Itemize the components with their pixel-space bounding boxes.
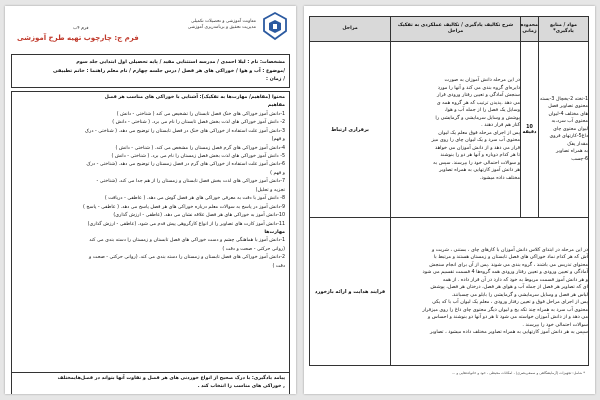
spec-line: / زمان :: [265, 76, 285, 83]
content-item: 1-دانش آموز خوراکی های خنک فصل تابستان را تشخیص می کند ( شناختی - دانش ): [116, 111, 285, 117]
left-page: [5, 6, 296, 394]
content-item: 7-دانش آموز خوراکی های لذت بخش فصل تابستان و زمستان را از هم جدا می کند. (شناختی -: [96, 179, 285, 185]
description-cell: در این مرحله دانش آموزان به صورت دایره‌ای گروه بندی می کند و آنها را مورد سنجش آمادگی و تعیین رفتار ورودی قرار می دهد .پدیدن ترتیب که هر گروه همه ی وسایل یک فصل را از جمله آب و هوا، پوشش و وسایل سرمایشی و گرمایشی را کنار هم قرار دهند . پس از اجرای مرحله فوق معلم یک لیوان محتوی آب سرد و یک لیوان چای را روی میز قرار می دهد و از دانش آموزان می خواهد تا هر کدام دوباره و آنها هر دو را بنوشند و سوالات احتمالی خود را بپرسند. سپس به هر دانش آموز کارتهایی به همراه تصاویر مختلف داده میشود.: [391, 42, 521, 218]
form-number: فرم ۴ب: [73, 26, 89, 31]
content-box: [11, 91, 290, 394]
content-heading: محتوا (مفاهیم/ مهارت‌ها به تفکیک): آشنایی با خوراکی های مناسب هر فصل: [104, 94, 285, 100]
form-header: [5, 6, 296, 54]
org-name: معاونت آموزشی و تحصیلات تکمیلی مدیریت تحقیق و برنامه‌ریزی آموزشی: [187, 19, 256, 30]
skill-item: 1-دانش آموز با هماهنگی چشم و دست خوراکی های فصل تابستان و زمستان را دسته بندی می کند: [89, 238, 285, 244]
table-row: [310, 218, 589, 366]
stage-cell: برقراری ارتباط: [310, 42, 391, 218]
learning-outcome: پیامد یادگیری: با درک صحیح از انواع خوردنی های هر فصل و تفاوت آنها بتواند در فصل‌هایمختلف , خوراکی های مناسب را انتخاب کند .: [12, 372, 289, 394]
content-item: 5- دانش آموز خوراکی های لذت بخش فصل زمستان را نام می برد. ( شناختی - دانش ): [111, 153, 285, 159]
content-item: 8- دانش آموز با دقت به معرفی خوراکی های هر فصل گوش می دهد. ( عاطفی - دریافت ): [104, 196, 285, 202]
description-cell: در این مرحله در ابتدای کلاس دانش آموزان با کارهای چای ، بستنی ، شربت و آش که هر کدام نماد خوراکی های فصل تابستان و زمستان هستند و مرتبط با محتوای تدریس می باشند ، گروه بندی می شوند .پس از آن برای انجام سنجش آمادگی و تعیین ورودی و تعیین رفتار ورودی همه گروه‌ها 4 قسمت تقسیم می شود و هر دانش آموز قسمت مربوط به خود که دارد در آن قرار داده . از همه ای که تصاویر هر فصل از جمله آب و هوای هر فصل، درختان هر فصل، پوشش لباس هر فصل و وسایل سرمایشی و گرمایشی را بابلو می چسبانند. پس از اجرای مراحل فوق و تعیین رفتار ورودی ، معلم یک لیوان آب با که یکی محتوی آب سرد به همراه چند تکه یخ و لیوان دیگر محتوی چای داغ را روی میزقرار می دهد و از دانش آموزان خواسته می شود تا هر دو آنها دو بنوشند و احساس و سوالات احتمالی خود را بپرسند . سپس به هر دانش آموز کارتهایی به همراه تصاویر مختلف داده میشود ، تصاویر: [391, 218, 589, 366]
concepts-heading: مفاهیم: [267, 103, 285, 109]
content-item: و فهم): [271, 137, 285, 143]
skill-item: 2-دانش آموز خوراکی های فصل تابستان و زمستان را دسته بندی می کند. (روانی حرکتی - صحت و: [89, 255, 285, 261]
skills-heading: مهارت‌ها: [264, 230, 285, 236]
description-header: شرح تکالیف یادگیری / تکالیف عملکردی به تفکیک مراحل: [391, 17, 521, 42]
spec-line: مشخصات: نام : لیلا احمدی / مدرسه استثنایی مفید / پایه تحصیلی اول ابتدایی جلد سوم: [76, 59, 285, 65]
lesson-plan-table: [309, 16, 589, 366]
content-item: و فهم ): [270, 170, 285, 176]
stage-header: مراحل: [310, 17, 391, 42]
time-cell: 10 دقیقه: [521, 42, 539, 218]
content-item: 11-دانش آموز کارت های تصاویر را از انواع کارگروهی پیش قدم می شود. (عاطفی - ارزش گذاری): [87, 221, 285, 227]
skill-item: (روانی حرکتی - صحت و دقت ): [222, 246, 285, 252]
content-item: 3-دانش آموز علت استفاده از خوراکی های خنک در فصل تابستان را توضیح می دهد. ( شناختی - درک: [84, 128, 285, 134]
content-item: 9-دانش آموز در پاسخ به سوالات معلم درباره خوراکی های هر فصل پاسخ می دهد. ( عاطفی - پاسخ ): [83, 204, 285, 210]
table-row: [310, 42, 589, 218]
materials-cell: 1-تخته 2-یخچال 3-بسته محتوی تصاویر فصل های مختلف 4-لیوان محتوی آب سرد،به لیوان محتوی چای داغ5-کارتهای فروی مقدار پفک به همراه تصاویر 6-چسب: [539, 42, 589, 218]
content-item: تجزیه و تحلیل): [255, 187, 285, 193]
form-title: فرم ج: چارچوب تهیه طرح آموزشی: [17, 34, 139, 42]
content-item: 2- دانش آموز خوراکی های لذت بخش فصل تابستان را نام می برد. ( شناختی - دانش ): [112, 120, 285, 126]
table-header-row: [310, 17, 589, 42]
specs-box: [11, 54, 290, 88]
skill-item: دقت ): [272, 263, 285, 269]
spec-line: /موضوع : آب و هوا / خوراکی های هر فصل / درس جلسه چهارم / نام معلم راهنما : خانم تطبیقی: [53, 67, 285, 74]
stage-cell: فرایند هدایت و ارائه بازخورد: [310, 218, 391, 366]
time-header: محدوده زمانی: [521, 17, 539, 42]
ministry-logo: [260, 11, 290, 41]
content-item: 10-دانش آموز به خوراکی های هر فصل علاقه نشان می دهد. (عاطفی - ارزش گذاری): [113, 213, 285, 219]
content-item: 6-دانش آموز علت استفاده از خوراکی های گرم در فصل زمستان را توضیح می دهد. (شناختی - درک: [86, 162, 285, 168]
right-page: [304, 6, 595, 394]
footnote: * شامل: تجهیزات (آزمایشگاهی و سمعی‌بصری) ، امکانات محیطی ، خود و خانواده‌هایی و …: [451, 371, 585, 375]
content-item: 4-دانش آموز خوراکی های گرم فصل زمستان را مشخص می کند. ( شناختی - دانش ): [115, 145, 285, 151]
materials-header: مواد / منابع یادگیری*: [539, 17, 589, 42]
